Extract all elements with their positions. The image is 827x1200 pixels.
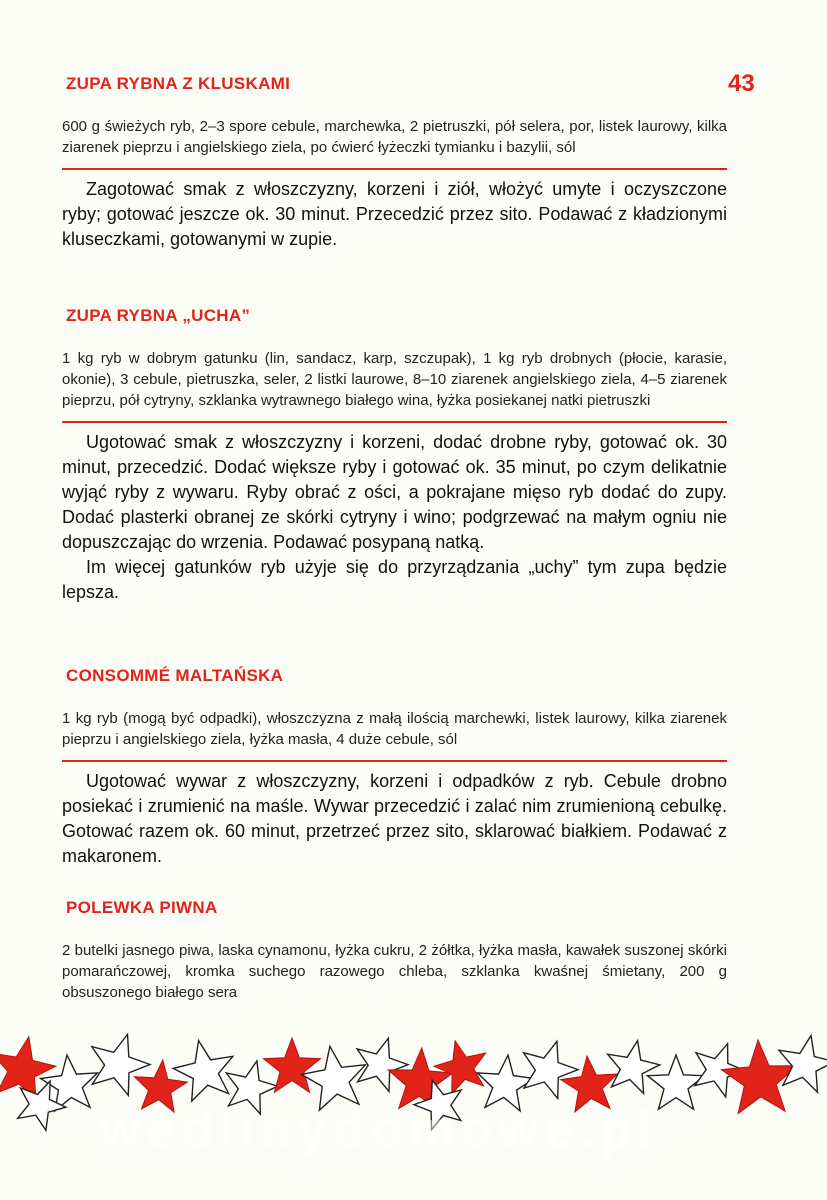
- red-star-icon: [434, 1041, 486, 1094]
- section-divider: [62, 421, 727, 423]
- recipe-title: ZUPA RYBNA Z KLUSKAMI: [66, 74, 291, 93]
- recipe-consomme-maltanska: [62, 666, 727, 869]
- section-divider: [62, 168, 727, 170]
- recipe-polewka-piwna: [62, 898, 727, 1003]
- method-paragraph: Ugotować wywar z włoszczyzny, korzeni i odpadków z ryb. Cebule drobno posiekać i zrumienić na maśle. Wywar przecedzić i zalać nim zrumienioną cebulkę. Gotować razem ok. 60 minut, przetrzeć przez sito, sklarować białkiem. Podawać z makaronem.: [62, 771, 727, 866]
- ingredients-list: 1 kg ryb (mogą być odpadki), włoszczyzna z małą ilością marchewki, listek laurowy, kilka ziarenek pieprzu i angielskiego ziela, łyżka masła, 4 duże cebule, sól: [62, 710, 727, 748]
- page-number: 43: [728, 70, 755, 97]
- ingredients-list: 2 butelki jasnego piwa, laska cynamonu, łyżka cukru, 2 żółtka, łyżka masła, kawałek suszonej skórki pomarańczowej, kromka suchego razowego chleba, szklanka kwaśnej śmietany, 200 g obsuszonego białego sera: [62, 942, 727, 1001]
- method-paragraph: Zagotować smak z włoszczyzny, korzeni i ziół, włożyć umyte i oczyszczone ryby; gotować jeszcze ok. 30 minut. Przecedzić przez sito. Podawać z kładzionymi kluseczkami, gotowanymi w zupie.: [62, 179, 727, 249]
- method-text: [62, 430, 727, 605]
- recipe-title: POLEWKA PIWNA: [66, 898, 218, 917]
- white-star-icon: [173, 1041, 233, 1102]
- method-text: [62, 769, 727, 869]
- method-text: [62, 177, 727, 252]
- method-paragraph: Im więcej gatunków ryb użyje się do przyrządzania „uchy” tym zupa będzie lepsza.: [62, 557, 727, 602]
- watermark: wedlinydomowe.pl: [100, 1101, 659, 1159]
- recipe-title: ZUPA RYBNA „UCHA”: [66, 306, 251, 325]
- section-divider: [62, 760, 727, 762]
- white-star-icon: [524, 1041, 579, 1098]
- ingredients-list: 1 kg ryb w dobrym gatunku (lin, sandacz, karp, szczupak), 1 kg ryb drobnych (płocie, karasie, okonie), 3 cebule, pietruszka, seler, 2 listki laurowe, 8–10 ziarenek angielskiego ziela, 4–5 ziarenek pieprzu, pół cytryny, szklanka wytrawnego białego wina, łyżka posiekanej natki pietruszki: [62, 350, 727, 409]
- recipe-zupa-rybna-z-kluskami: [62, 74, 727, 252]
- white-star-icon: [608, 1041, 660, 1094]
- white-star-icon: [779, 1036, 827, 1093]
- recipe-title: CONSOMMÉ MALTAŃSKA: [66, 666, 284, 685]
- recipe-zupa-rybna-ucha: [62, 306, 727, 605]
- white-star-icon: [92, 1034, 150, 1095]
- ingredients-list: 600 g świeżych ryb, 2–3 spore cebule, marchewka, 2 pietruszki, pół selera, por, listek laurowy, kilka ziarenek pieprzu i angielskiego ziela, po ćwierć łyżeczki tymianku i bazylii, sól: [62, 118, 727, 156]
- method-paragraph: Ugotować smak z włoszczyzny i korzeni, dodać drobne ryby, gotować ok. 30 minut, przecedzić. Dodać większe ryby i gotować ok. 35 minut, po czym delikatnie wyjąć ryby z wywaru. Ryby obrać z ości, a pokrajane mięso ryb dodać do zupy. Dodać plasterki obranej ze skórki cytryny i wino; podgrzewać na małym ogniu nie dopuszczając do wrzenia. Podawać posypaną natką.: [62, 432, 727, 552]
